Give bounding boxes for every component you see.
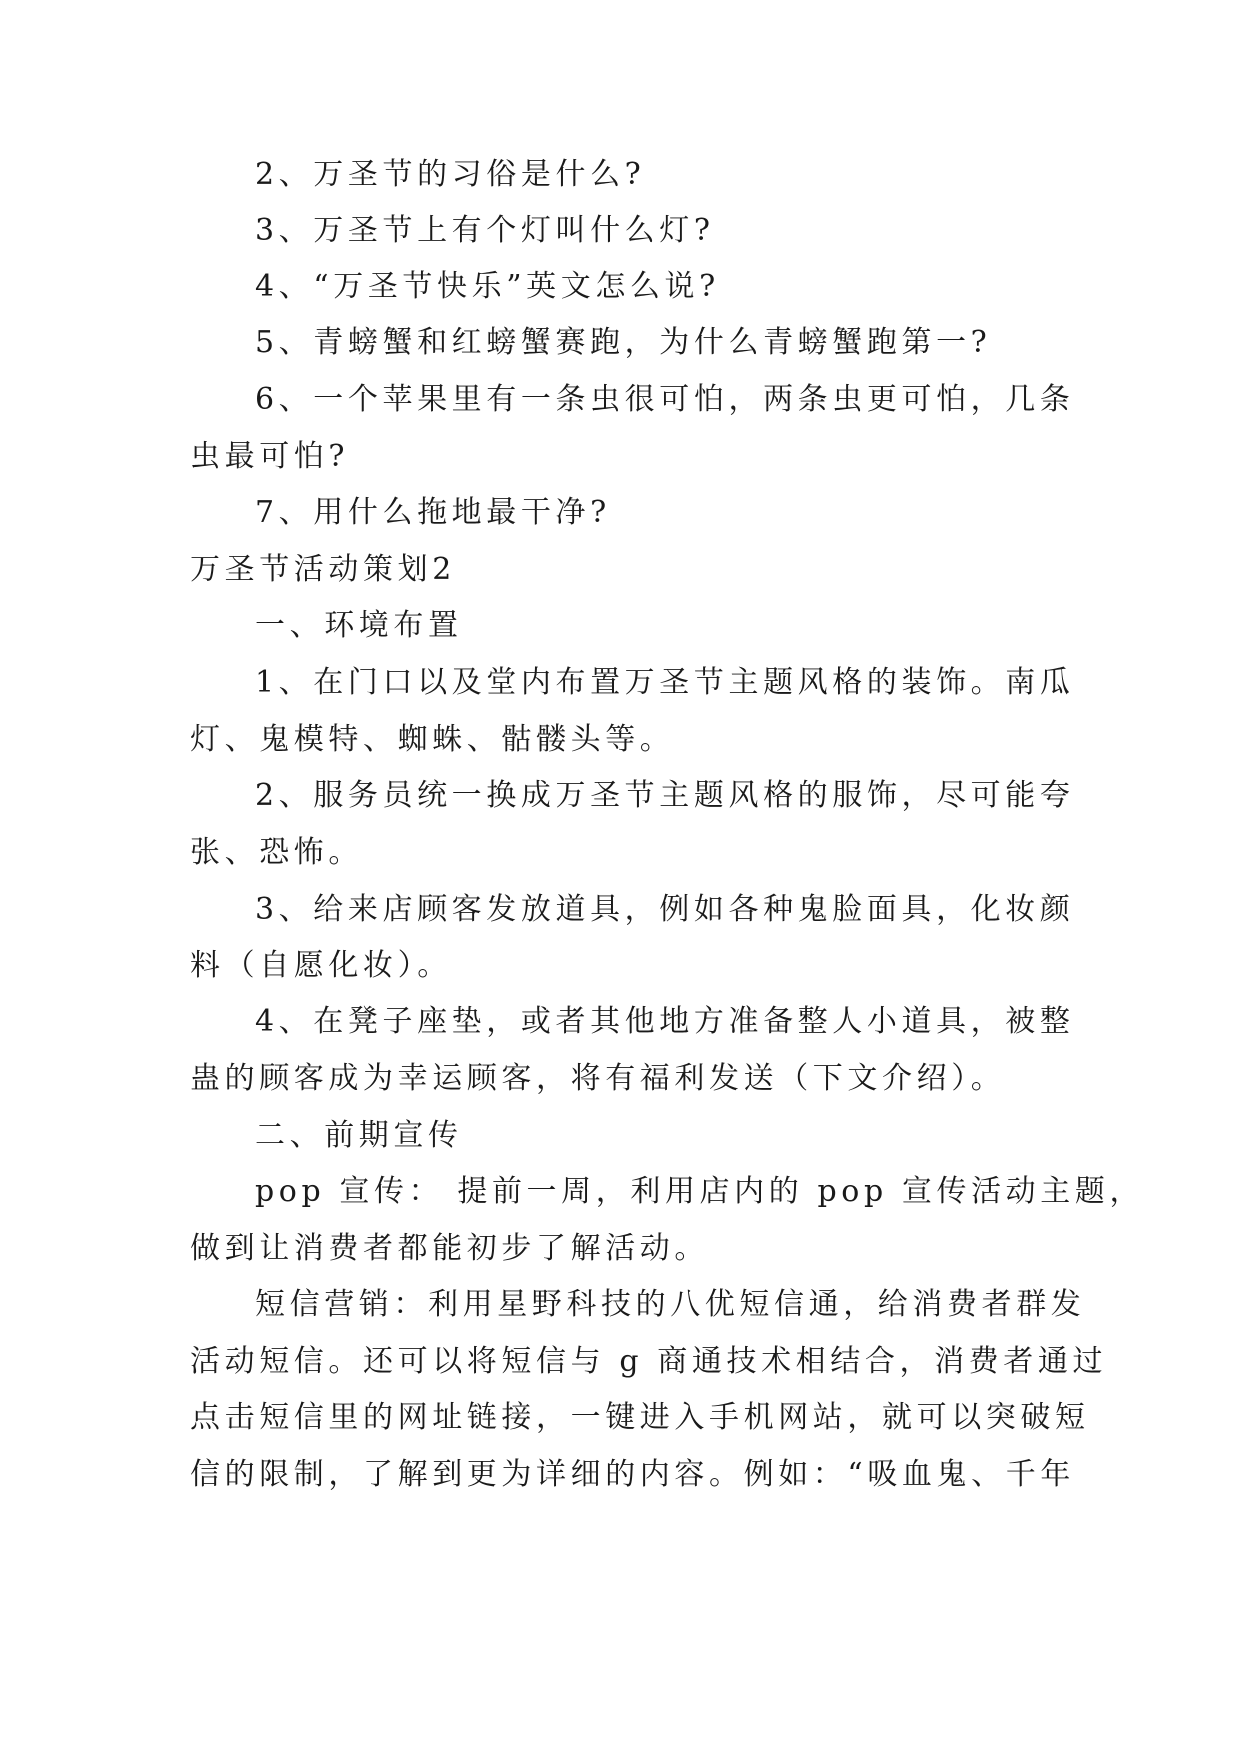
paragraph-line: 4、“万圣节快乐”英文怎么说? bbox=[255, 269, 720, 304]
paragraph-line: 5、青螃蟹和红螃蟹赛跑，为什么青螃蟹跑第一? bbox=[255, 325, 992, 360]
paragraph-line: 张、恐怖。 bbox=[190, 835, 363, 870]
paragraph-line: 点击短信里的网址链接，一键进入手机网站，就可以突破短 bbox=[190, 1400, 1090, 1435]
paragraph-line: 4、在凳子座垫，或者其他地方准备整人小道具，被整 bbox=[255, 1004, 1075, 1039]
paragraph-line: 2、服务员统一换成万圣节主题风格的服饰，尽可能夸 bbox=[255, 778, 1075, 813]
paragraph-line: 做到让消费者都能初步了解活动。 bbox=[190, 1231, 709, 1266]
paragraph-line: 7、用什么拖地最干净? bbox=[255, 495, 611, 530]
paragraph-line: 3、万圣节上有个灯叫什么灯? bbox=[255, 213, 715, 248]
paragraph-line: 信的限制，了解到更为详细的内容。例如：“吸血鬼、千年 bbox=[190, 1457, 1075, 1492]
paragraph-line: 6、一个苹果里有一条虫很可怕，两条虫更可怕，几条 bbox=[255, 382, 1075, 417]
paragraph-line: 蛊的顾客成为幸运顾客，将有福利发送（下文介绍）。 bbox=[190, 1061, 1006, 1096]
section-title: 万圣节活动策划2 bbox=[190, 552, 456, 587]
section-heading: 一、环境布置 bbox=[255, 608, 463, 643]
paragraph-line: 1、在门口以及堂内布置万圣节主题风格的装饰。南瓜 bbox=[255, 665, 1075, 700]
paragraph-line: 虫最可怕? bbox=[190, 439, 350, 474]
section-heading: 二、前期宣传 bbox=[255, 1118, 463, 1153]
paragraph-line: 活动短信。还可以将短信与 g 商通技术相结合，消费者通过 bbox=[190, 1344, 1108, 1379]
paragraph-line: 灯、鬼模特、蜘蛛、骷髅头等。 bbox=[190, 722, 675, 757]
paragraph-line: 短信营销：利用星野科技的八优短信通，给消费者群发 bbox=[255, 1287, 1086, 1322]
paragraph-line: 2、万圣节的习俗是什么? bbox=[255, 157, 646, 192]
paragraph-line: 3、给来店顾客发放道具，例如各种鬼脸面具，化妆颜 bbox=[255, 892, 1075, 927]
paragraph-line: 料（自愿化妆）。 bbox=[190, 948, 452, 983]
paragraph-line: pop 宣传： 提前一周，利用店内的 pop 宣传活动主题， bbox=[255, 1174, 1145, 1209]
